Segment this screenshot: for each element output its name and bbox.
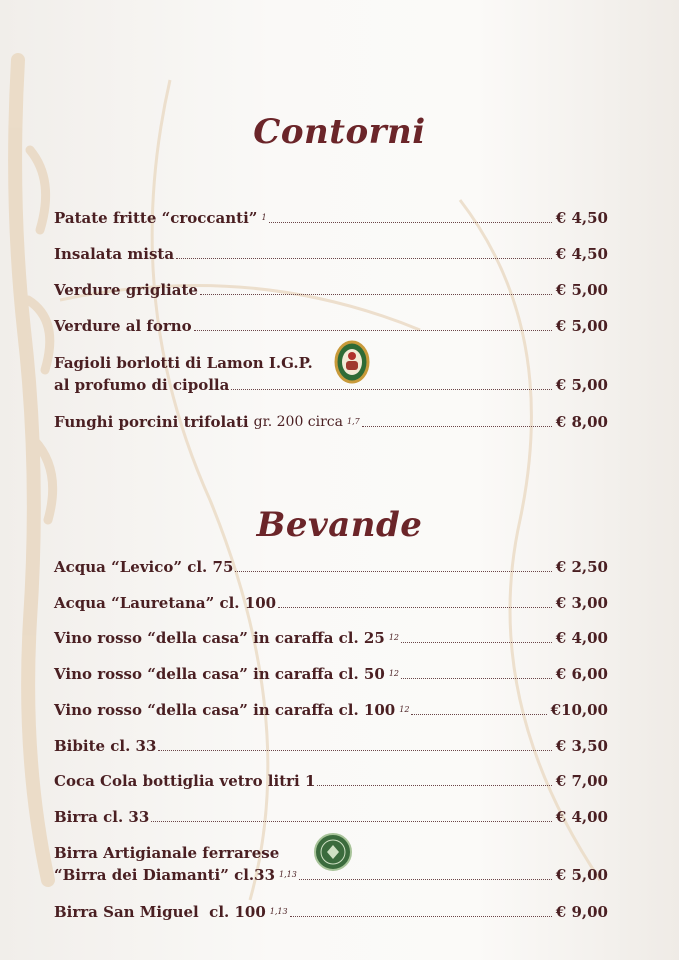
dot-leader bbox=[401, 641, 552, 643]
dot-leader bbox=[200, 293, 552, 295]
item-price: € 3,00 bbox=[555, 594, 608, 612]
menu-item bbox=[54, 661, 608, 683]
item-name: Bibite cl. 33 bbox=[54, 737, 157, 755]
menu-item bbox=[54, 625, 608, 647]
dot-leader bbox=[269, 221, 552, 223]
item-price: € 4,50 bbox=[555, 209, 608, 227]
item-name: Vino rosso “della casa” in caraffa cl. 100 bbox=[54, 701, 396, 719]
dot-leader bbox=[401, 677, 552, 679]
item-allergens: 1,7 bbox=[347, 417, 360, 426]
menu-item bbox=[54, 697, 608, 719]
menu-item bbox=[54, 372, 608, 394]
dot-leader bbox=[362, 425, 552, 427]
dot-leader bbox=[176, 257, 552, 259]
menu-item bbox=[54, 862, 608, 884]
item-detail: gr. 200 circa bbox=[253, 414, 343, 430]
dot-leader bbox=[278, 606, 552, 608]
item-name: “Birra dei Diamanti” cl.33 bbox=[54, 866, 276, 884]
item-price: € 5,00 bbox=[555, 376, 608, 394]
item-price: € 5,00 bbox=[555, 281, 608, 299]
menu-item bbox=[54, 241, 608, 263]
item-price: € 8,00 bbox=[555, 413, 608, 431]
item-price: € 9,00 bbox=[555, 903, 608, 921]
item-name: Insalata mista bbox=[54, 245, 175, 263]
menu-item bbox=[54, 733, 608, 755]
item-name: Acqua “Lauretana” cl. 100 bbox=[54, 594, 277, 612]
item-name: Vino rosso “della casa” in caraffa cl. 25 bbox=[54, 629, 385, 647]
menu-item bbox=[54, 590, 608, 612]
item-allergens: 1 bbox=[261, 213, 267, 222]
dot-leader bbox=[151, 820, 552, 822]
item-name-line1: Birra Artigianale ferrarese bbox=[54, 844, 280, 862]
item-name: Verdure grigliate bbox=[54, 281, 198, 299]
item-allergens: 1,13 bbox=[269, 907, 288, 916]
menu-item bbox=[54, 768, 608, 790]
item-price: €10,00 bbox=[550, 701, 608, 719]
item-price: € 7,00 bbox=[555, 772, 608, 790]
item-name: Verdure al forno bbox=[54, 317, 192, 335]
item-price: € 4,00 bbox=[555, 629, 608, 647]
dot-leader bbox=[231, 388, 551, 390]
menu-item bbox=[54, 804, 608, 826]
item-name: Acqua “Levico” cl. 75 bbox=[54, 558, 234, 576]
item-allergens: 12 bbox=[388, 633, 399, 642]
item-name-line1: Fagioli borlotti di Lamon I.G.P. bbox=[54, 354, 313, 372]
item-name: Patate fritte “croccanti” bbox=[54, 209, 258, 227]
item-name: Funghi porcini trifolati bbox=[54, 413, 249, 431]
item-price: € 5,00 bbox=[555, 866, 608, 884]
dot-leader bbox=[290, 915, 552, 917]
item-allergens: 12 bbox=[388, 669, 399, 678]
item-price: € 4,50 bbox=[555, 245, 608, 263]
menu-item bbox=[54, 205, 608, 227]
section-heading-contorni: Contorni bbox=[253, 112, 426, 152]
menu-item bbox=[54, 409, 608, 431]
item-name: al profumo di cipolla bbox=[54, 376, 230, 394]
menu-item bbox=[54, 899, 608, 921]
item-name: Birra San Miguel cl. 100 bbox=[54, 903, 266, 921]
item-price: € 5,00 bbox=[555, 317, 608, 335]
item-allergens: 1,13 bbox=[279, 870, 297, 879]
item-price: € 2,50 bbox=[555, 558, 608, 576]
menu-item bbox=[54, 313, 608, 335]
item-price: € 3,50 bbox=[555, 737, 608, 755]
item-price: € 4,00 bbox=[555, 808, 608, 826]
dot-leader bbox=[299, 878, 552, 880]
item-name: Vino rosso “della casa” in caraffa cl. 50 bbox=[54, 665, 385, 683]
dot-leader bbox=[158, 749, 551, 751]
item-price: € 6,00 bbox=[555, 665, 608, 683]
section-heading-bevande: Bevande bbox=[256, 505, 423, 545]
dot-leader bbox=[411, 713, 546, 715]
item-name: Coca Cola bottiglia vetro litri 1 bbox=[54, 772, 316, 790]
item-name: Birra cl. 33 bbox=[54, 808, 150, 826]
dot-leader bbox=[317, 784, 551, 786]
dot-leader bbox=[235, 570, 551, 572]
item-allergens: 12 bbox=[399, 705, 410, 714]
dot-leader bbox=[194, 329, 552, 331]
menu-item bbox=[54, 277, 608, 299]
menu-item bbox=[54, 554, 608, 576]
